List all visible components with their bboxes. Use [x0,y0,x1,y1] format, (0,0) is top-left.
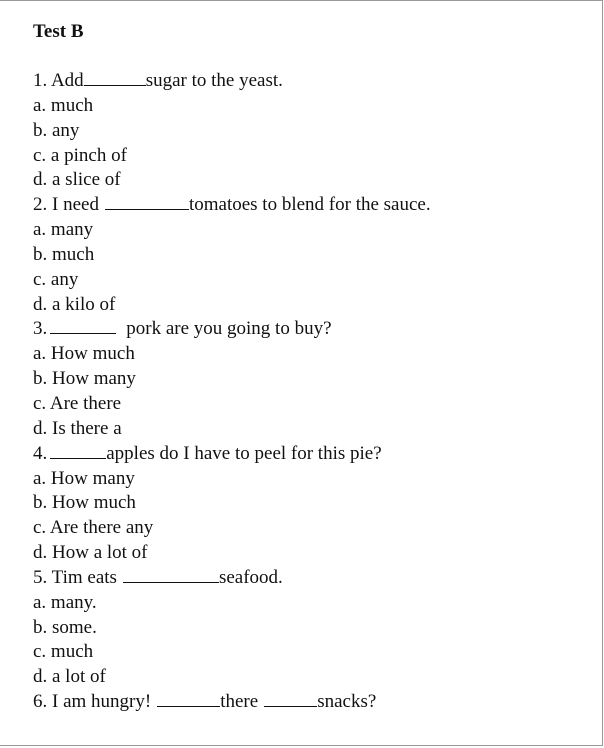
question-2-blank [105,193,189,210]
question-6-prefix: 6. I am hungry! [33,691,152,713]
question-2-stem [33,193,431,218]
question-6-blank-2 [264,690,317,707]
question-5-blank [123,566,219,583]
question-6-middle: there [220,691,259,713]
question-2-option-b: b. much [33,243,95,265]
question-4-blank [50,442,106,459]
question-2-suffix: tomatoes to blend for the sauce. [188,194,431,216]
question-2-prefix: 2. I need [33,194,99,216]
question-4-stem [33,442,431,467]
question-1-prefix: 1. Add [33,70,84,91]
question-list [33,69,431,715]
question-3-option-c: c. Are there [33,392,122,414]
question-1-option-a: a. much [33,94,94,116]
question-3-option-a: a. How much [33,343,135,365]
question-2-option-c: c. any [33,268,79,290]
question-6-blank-1 [157,690,220,707]
question-5-option-c: c. much [33,641,94,663]
question-4-option-c: c. Are there any [33,517,154,539]
question-6-suffix: snacks? [317,691,377,713]
question-4-option-a: a. How many [33,467,135,489]
question-5-suffix: seafood. [218,566,283,588]
question-5-option-d: d. a lot of [33,666,106,688]
question-5-prefix: 5. Tim eats [33,566,117,588]
question-3-suffix: pork are you going to buy? [126,318,332,340]
question-3-prefix: 3. [33,318,48,340]
question-3-option-d: d. Is there a [33,417,122,439]
question-4-suffix: apples do I have to peel for this pie? [106,442,382,464]
question-5-option-b: b. some. [33,616,97,638]
question-4-option-d: d. How a lot of [33,542,148,564]
question-4-option-b: b. How much [33,492,136,514]
question-1-option-d: d. a slice of [33,169,121,191]
question-6-stem [33,690,431,715]
question-2-option-d: d. a kilo of [33,293,116,315]
question-1-option-b: b. any [33,119,80,141]
question-5-option-a: a. many. [33,591,97,613]
question-5-stem [33,566,431,591]
question-1-option-c: c. a pinch of [33,144,127,166]
question-2-option-a: a. many [33,219,94,241]
question-3-blank [50,317,116,334]
question-1-blank [84,69,146,86]
question-1-suffix: sugar to the yeast. [145,70,283,91]
question-3-stem [33,317,431,342]
question-3-option-b: b. How many [33,368,136,390]
question-4-prefix: 4. [33,442,48,464]
test-title: Test B [33,21,84,42]
question-1-stem [33,69,431,94]
